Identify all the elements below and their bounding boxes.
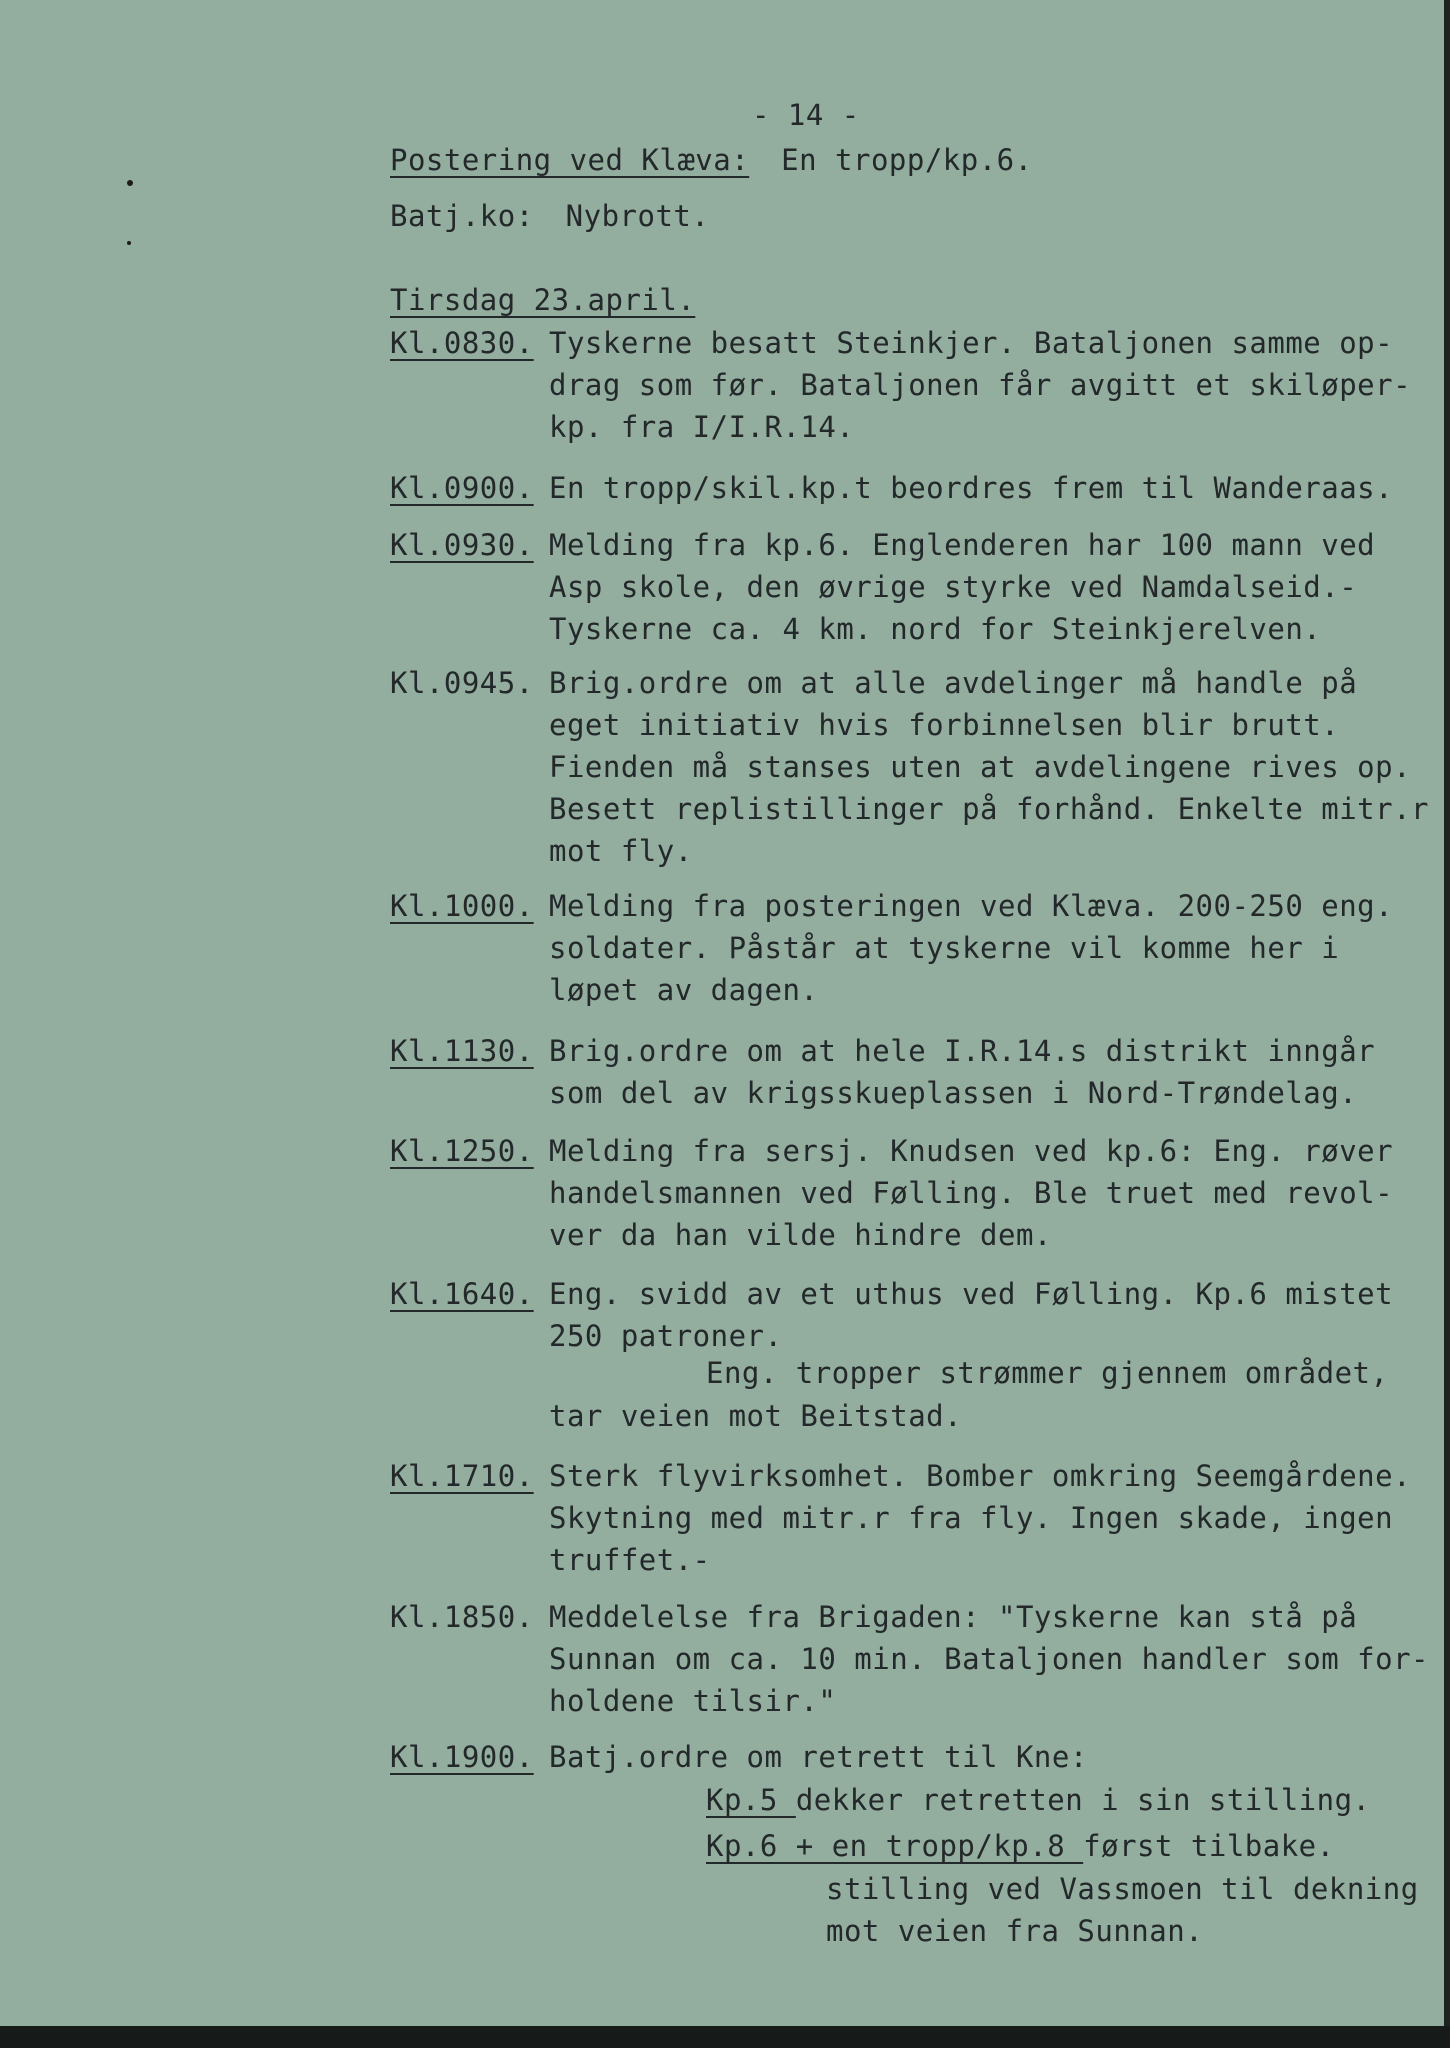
entry-1640-extra-line: Eng. tropper strømmer gjennem området, — [706, 1356, 1389, 1390]
entry-text-line: kp. fra I/I.R.14. — [549, 410, 855, 444]
entry-1640-extra-line: tar veien mot Beitstad. — [549, 1399, 963, 1433]
entry-text-line: Eng. svidd av et uthus ved Følling. Kp.6 mistet — [549, 1277, 1394, 1311]
retreat-kp5-line — [706, 1783, 1371, 1817]
entry-text-line: Melding fra kp.6. Englenderen har 100 mann ved — [549, 528, 1376, 562]
entry-text-line: Brig.ordre om at alle avdelinger må handle på — [549, 666, 1358, 700]
entry-text-line: Fienden må stanses uten at avdelingene rives op. — [549, 750, 1412, 784]
entry-time: Kl.1850. — [390, 1600, 534, 1634]
entry-text-line: løpet av dagen. — [549, 973, 819, 1007]
retreat-kp6-label: Kp.6 + en tropp/kp.8 — [706, 1829, 1084, 1863]
date-heading: Tirsdag 23.april. — [390, 283, 696, 317]
entry-text-line: ver da han vilde hindre dem. — [549, 1218, 1052, 1252]
retreat-cont-line: stilling ved Vassmoen til dekning — [826, 1872, 1419, 1906]
entry-time: Kl.0930. — [390, 528, 534, 562]
entry-text-line: Besett replistillinger på forhånd. Enkelte mitr.r — [549, 792, 1430, 826]
entry-text-line: holdene tilsir." — [549, 1684, 837, 1718]
page-edge-right — [1444, 0, 1450, 2048]
entry-time: Kl.0945. — [390, 666, 534, 700]
entry-text-line: Tyskerne besatt Steinkjer. Bataljonen samme op- — [549, 326, 1394, 360]
entry-text-line: Brig.ordre om at hele I.R.14.s distrikt inngår — [549, 1034, 1376, 1068]
entry-time: Kl.0900. — [390, 471, 534, 505]
entry-text-line: truffet.- — [549, 1543, 711, 1577]
postering-label: Postering ved Klæva: — [390, 143, 750, 177]
entry-text-line: drag som før. Bataljonen får avgitt et skiløper- — [549, 368, 1412, 402]
entry-time: Kl.1000. — [390, 889, 534, 923]
entry-text-line: Asp skole, den øvrige styrke ved Namdalseid.- — [549, 570, 1358, 604]
entry-text-line: Meddelelse fra Brigaden: "Tyskerne kan stå på — [549, 1600, 1358, 1634]
postering-value: En tropp/kp.6. — [781, 143, 1033, 177]
entry-time: Kl.0830. — [390, 326, 534, 360]
postering-line — [390, 143, 1033, 177]
retreat-kp6-text: først tilbake. — [1083, 1829, 1335, 1863]
entry-text-line: Skytning med mitr.r fra fly. Ingen skade, ingen — [549, 1501, 1394, 1535]
batj-line — [390, 199, 709, 233]
entry-time: Kl.1640. — [390, 1277, 534, 1311]
entry-text-line: Sunnan om ca. 10 min. Bataljonen handler som for- — [549, 1642, 1430, 1676]
retreat-cont-line: mot veien fra Sunnan. — [826, 1914, 1204, 1948]
entry-text-line: 250 patroner. — [549, 1319, 783, 1353]
entry-time: Kl.1250. — [390, 1134, 534, 1168]
retreat-kp5-text: dekker retretten i sin stilling. — [795, 1783, 1371, 1817]
entry-time: Kl.1130. — [390, 1034, 534, 1068]
entry-text-line: Melding fra sersj. Knudsen ved kp.6: Eng. røver — [549, 1134, 1394, 1168]
retreat-kp5-label: Kp.5 — [706, 1783, 796, 1817]
entry-text-line: som del av krigsskueplassen i Nord-Trøndelag. — [549, 1076, 1358, 1110]
entry-time: Kl.1900. — [390, 1740, 534, 1774]
punch-hole-mark — [127, 180, 133, 186]
entry-text-line: soldater. Påstår at tyskerne vil komme her i — [549, 931, 1340, 965]
page-edge-bottom — [0, 2026, 1450, 2048]
entry-text-line: En tropp/skil.kp.t beordres frem til Wanderaas. — [549, 471, 1394, 505]
entry-text-line: handelsmannen ved Følling. Ble truet med revol- — [549, 1176, 1394, 1210]
retreat-kp6-line — [706, 1829, 1335, 1863]
entry-text-line: mot fly. — [549, 834, 693, 868]
entry-text-line: eget initiativ hvis forbinnelsen blir brutt. — [549, 708, 1340, 742]
entry-text-line: Tyskerne ca. 4 km. nord for Steinkjerelven. — [549, 612, 1322, 646]
batj-label: Batj.ko: — [390, 199, 534, 233]
punch-hole-mark — [127, 241, 131, 245]
entry-time: Kl.1710. — [390, 1459, 534, 1493]
entry-text-line: Melding fra posteringen ved Klæva. 200-250 eng. — [549, 889, 1394, 923]
entry-text-line: Batj.ordre om retrett til Kne: — [549, 1740, 1088, 1774]
entry-text-line: Sterk flyvirksomhet. Bomber omkring Seemgårdene. — [549, 1459, 1412, 1493]
batj-value: Nybrott. — [565, 199, 710, 233]
page-number: - 14 - — [752, 98, 860, 132]
